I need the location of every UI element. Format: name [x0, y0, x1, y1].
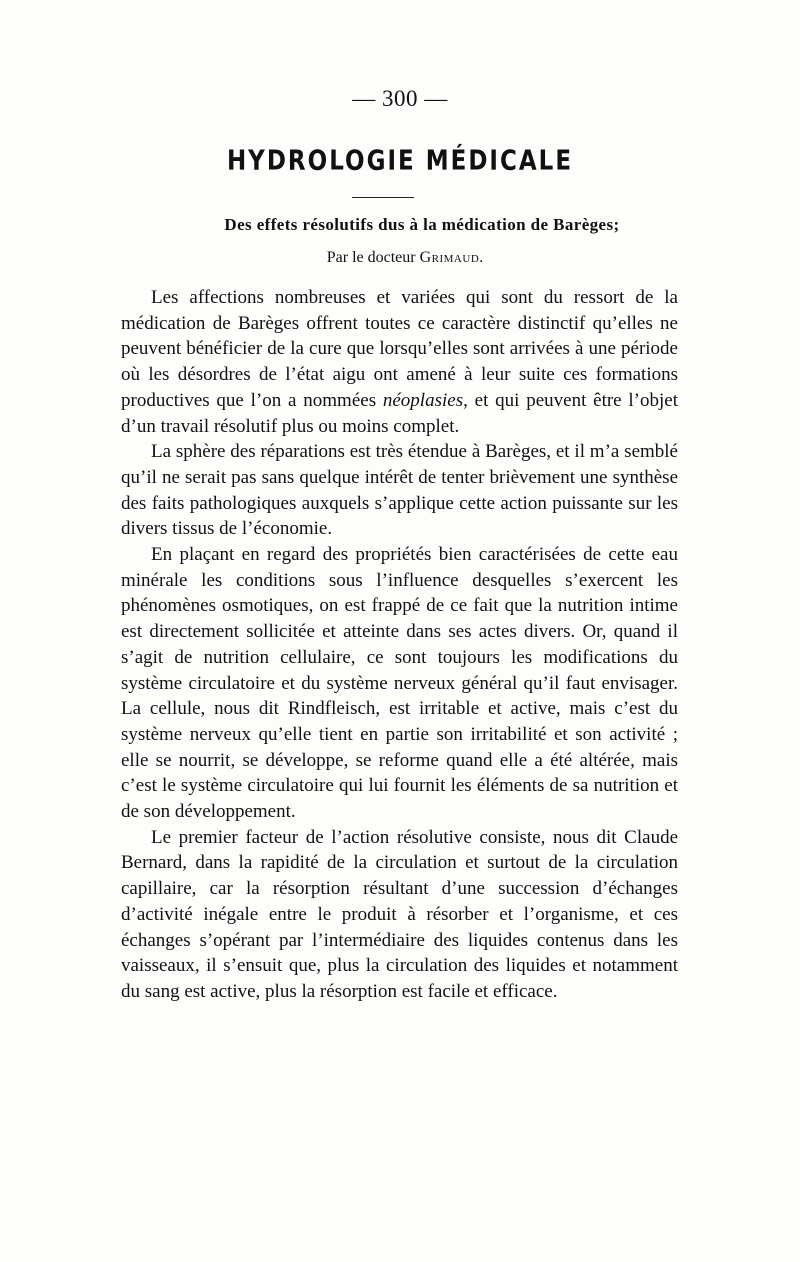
- paragraph: Le premier facteur de l’action résolutive consiste, nous dit Claude Bernard, dans la rapidité de la circulation et surtout de la circulation capillaire, car la résorption résultant d’une succession d’échanges d’activité inégale entre le produit à résorber et l’organisme, et ces échanges s’opérant par l’intermédiaire des liquides contenus dans les vaisseaux, il s’ensuit que, plus la circulation des liquides et notamment du sang est active, plus la résorption est facile et efficace.: [121, 826, 678, 1002]
- title-divider: [352, 197, 414, 198]
- paragraph-text: , et qui peuvent être l’objet d’un travail résolutif plus ou moins complet.: [121, 389, 678, 437]
- byline: [0, 249, 800, 267]
- paragraph: [121, 285, 678, 439]
- byline-prefix: Par le docteur: [326, 249, 420, 266]
- paragraph: En plaçant en regard des propriétés bien caractérisées de cette eau minérale les conditions sous l’influence desquelles s’exercent les phénomènes osmotiques, on est frappé de ce fait que la nutrition intime est directement sollicitée et atteinte dans ses actes divers. Or, quand il s’agit de nutrition cellulaire, ce sont toujours les modifications du système circulatoire et du système nerveux général qu’il faut envisager. La cellule, nous dit Rindfleisch, est irritable et active, mais c’est du système nerveux qu’elle tient en partie son irritabilité et son activité ; elle se nourrit, se développe, se reforme quand elle a été altérée, mais c’est le système circulatoire qui lui fournit les éléments de sa nutrition et de son développement.: [121, 544, 678, 823]
- paragraph-text: Les affections nombreuses et variées qui sont du ressort de la médication de Barèges offrent toutes ce caractère distinctif qu’elles ne peuvent bénéficier de la cure que lorsqu’elles sont arrivées à une période où les désordres de l’état aigu ont amené à leur suite ces formations productives que l’on a nommées: [121, 287, 678, 411]
- emphasized-term: néoplasies: [382, 389, 464, 411]
- paragraph: La sphère des réparations est très étendue à Barèges, et il m’a semblé qu’il ne serait pas sans quelque intérêt de tenter brièvement une synthèse des faits pathologiques auxquels s’applique cette action puissante sur les divers tissus de l’économie.: [121, 441, 678, 540]
- byline-suffix: .: [479, 249, 484, 266]
- article-body: [121, 285, 678, 1005]
- page-number: — 300 —: [352, 86, 448, 111]
- byline-author: Grimaud: [419, 249, 480, 266]
- section-title: HYDROLOGIE MÉDICALE: [226, 145, 574, 177]
- article-title: Des effets résolutifs dus à la médication de Barèges;: [224, 215, 620, 234]
